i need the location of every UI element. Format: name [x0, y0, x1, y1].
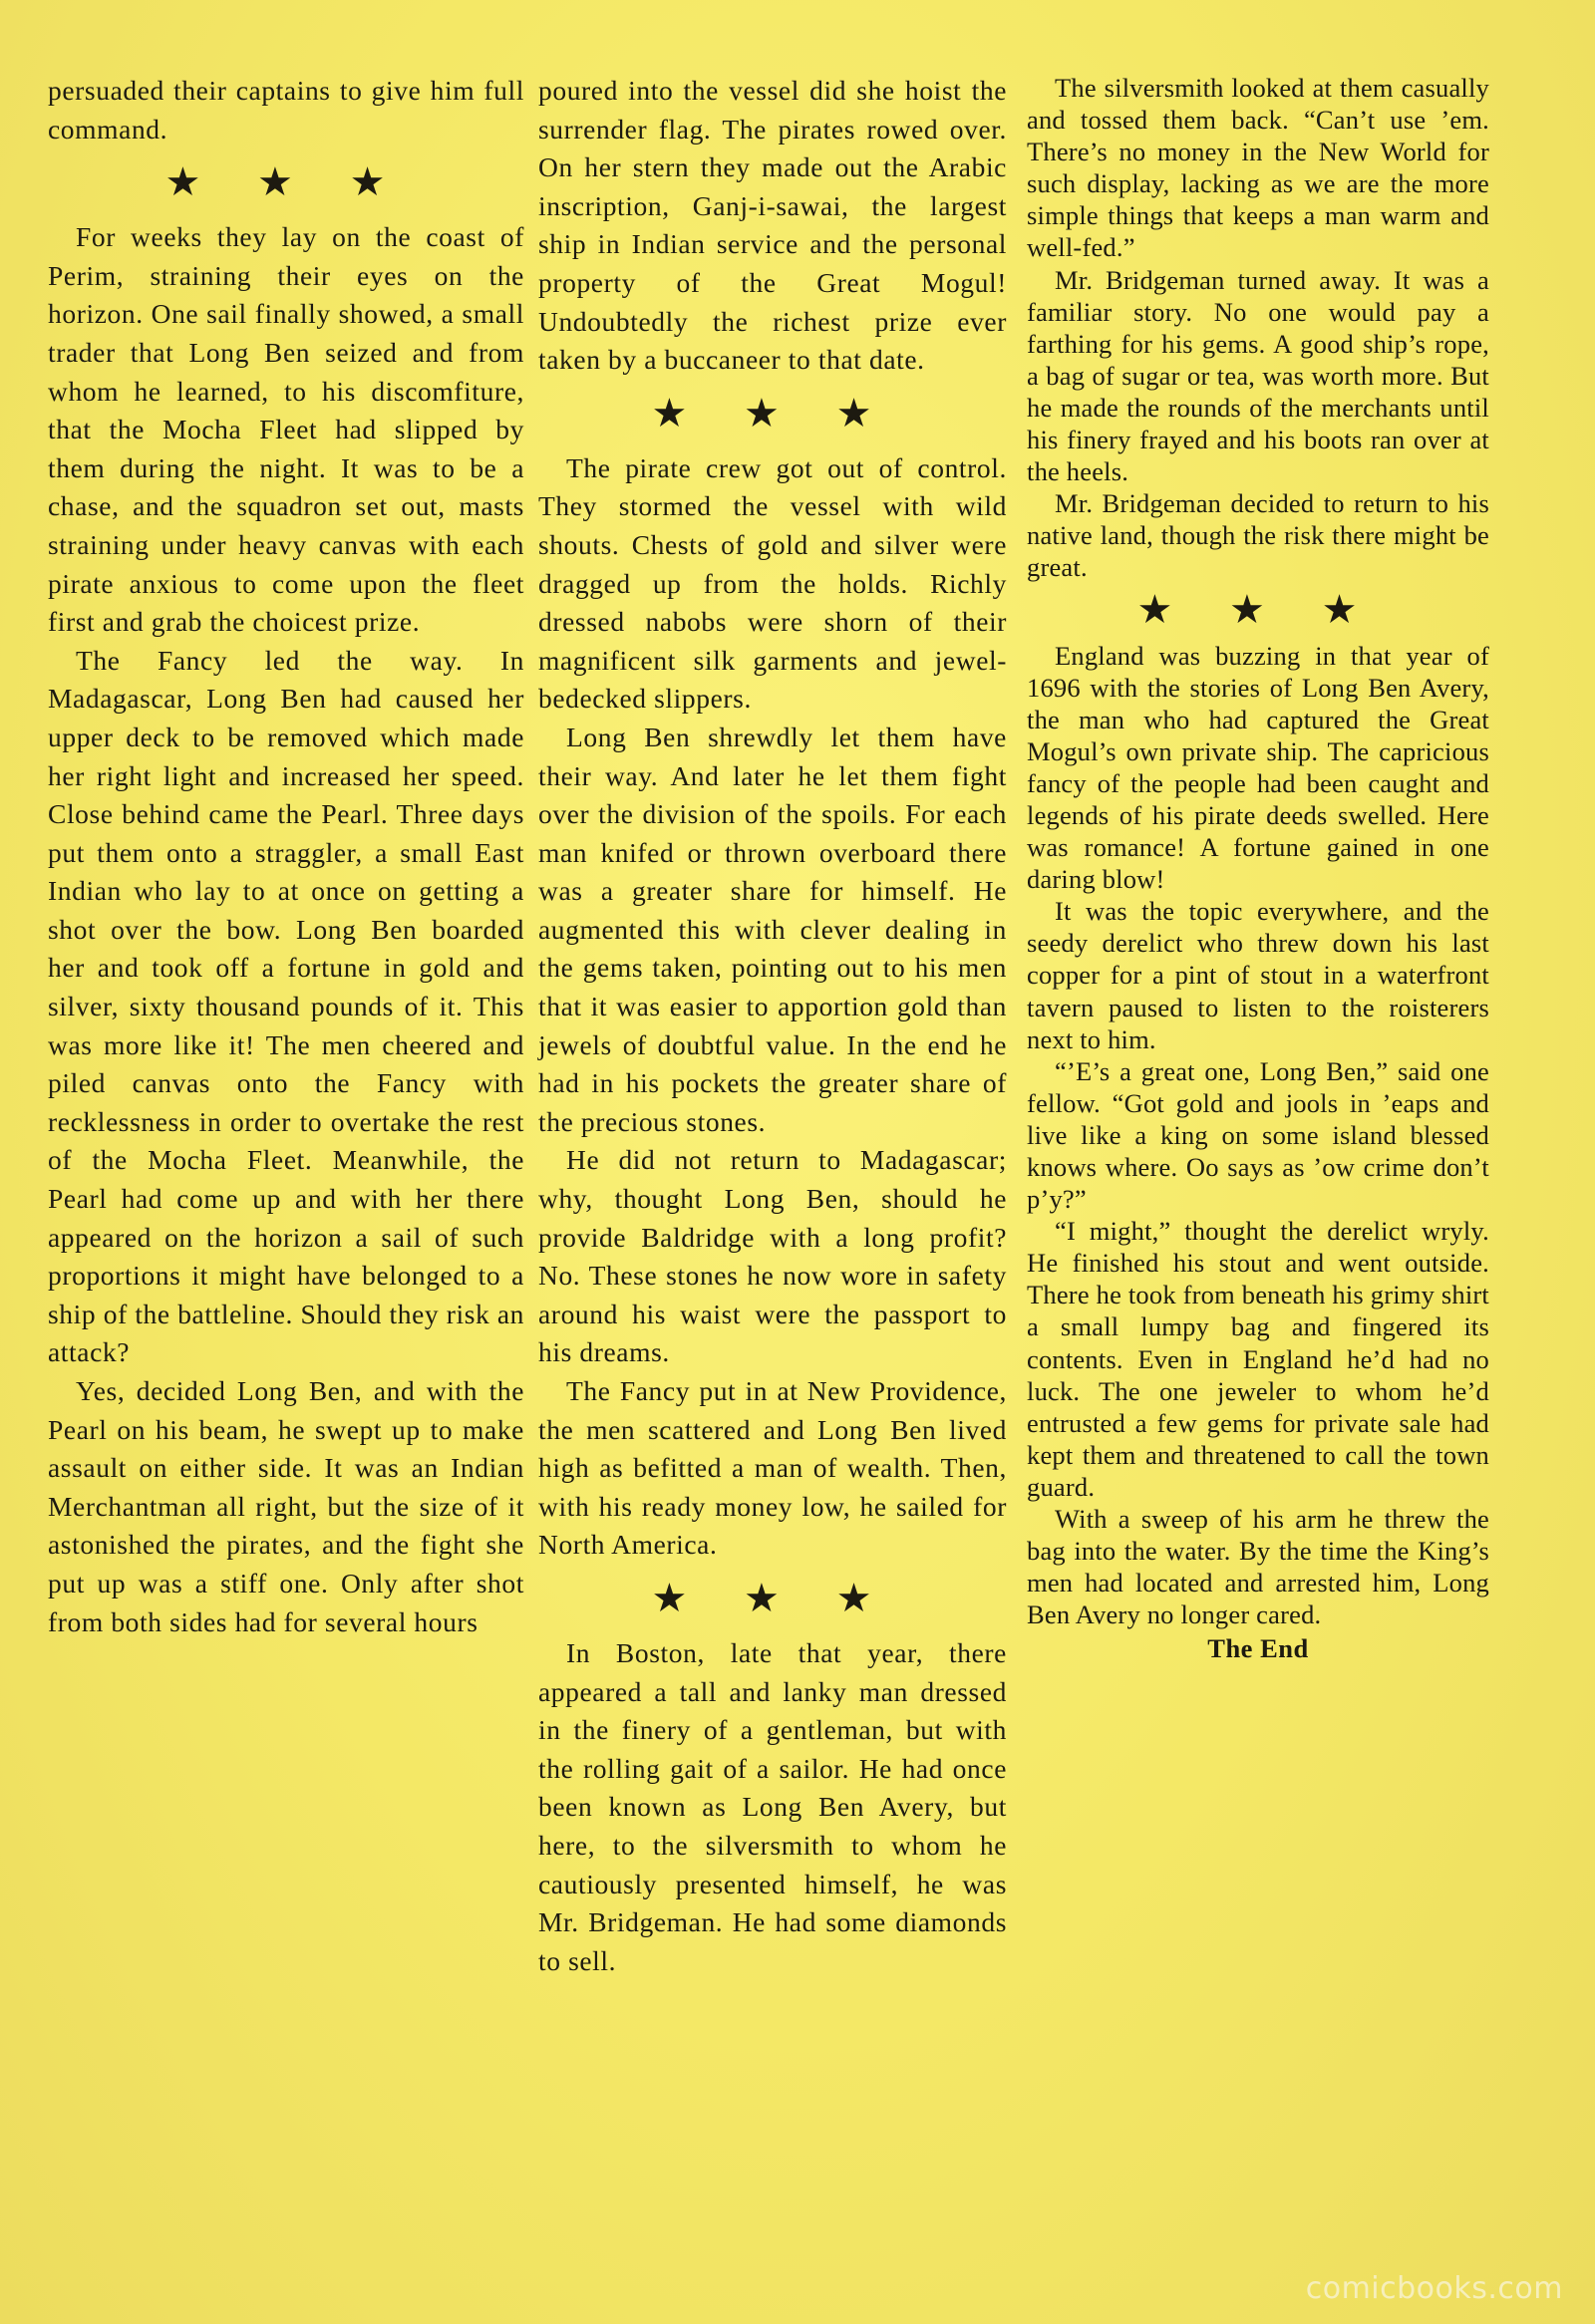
paragraph: “’E’s a great one, Long Ben,” said one fellow. “Got gold and jools in ’eaps and live like a king on some island blessed knows where. Oo says as ’ow crime don’t p’y?” — [1027, 1055, 1489, 1215]
paragraph: He did not return to Madagascar; why, thought Long Ben, should he provide Baldridge with a long profit? No. These stones he now wore in safety around his waist were the passport to his dreams. — [538, 1144, 1007, 1368]
paragraph: The Fancy led the way. In Madagascar, Long Ben had caused her upper deck to be removed which made her right light and increased her speed. Close behind came the Pearl. Three days put them onto a straggler, a small East Indian who lay to at once on getting a shot over the bow. Long Ben boarded her and took off a fortune in gold and silver, sixty thousand pounds of it. This was more like it! The men cheered and piled canvas onto the Fancy with recklessness in order to overtake the rest of the Mocha Fleet. Meanwhile, the Pearl had come up and with her there appeared on the horizon a sail of such proportions it might have belonged to a ship of the battleline. Should they risk an attack? — [48, 644, 524, 1368]
paragraph: Mr. Bridgeman decided to return to his native land, though the risk there might be great. — [1027, 488, 1489, 583]
text-column-3 — [1027, 72, 1489, 1665]
paragraph: For weeks they lay on the coast of Perim, straining their eyes on the horizon. One sail finally showed, a small trader that Long Ben seized and from whom he learned, to his discomfiture, that the Mocha Fleet had slipped by them during the night. It was to be a chase, and the squadron set out, masts straining under heavy canvas with each pirate anxious to come upon the fleet first and grab the choicest prize. — [48, 221, 524, 638]
paragraph: In Boston, late that year, there appeared a tall and lanky man dressed in the finery of a gentleman, but with the rolling gait of a sailor. He had once been known as Long Ben Avery, but here, to the silversmith to whom he cautiously presented himself, he was Mr. Bridgeman. He had some diamonds to sell. — [538, 1636, 1007, 1976]
paragraph: Long Ben shrewdly let them have their way. And later he let them fight over the division of the spoils. For each man knifed or thrown overboard there was a greater share for himself. He augmented this with clever dealing in the gems taken, pointing out to his men that it was easier to apportion gold than jewels of doubtful value. In the end he had in his pockets the greater share of the precious stones. — [538, 721, 1007, 1137]
paragraph: The pirate crew got out of control. They stormed the vessel with wild shouts. Chests of gold and silver were dragged up from the holds. Richly dressed nabobs were shorn of their magnificent silk garments and jewel-bedecked slippers. — [538, 451, 1007, 715]
paragraph: With a sweep of his arm he threw the bag into the water. By the time the King’s men had located and arrested him, Long Ben Avery no longer cared. — [1027, 1504, 1489, 1630]
the-end-label: The End — [1207, 1633, 1309, 1664]
section-break-stars: ★ ★ ★ — [1136, 586, 1380, 633]
paragraph: persuaded their captains to give him full command. — [48, 75, 524, 145]
paragraph: poured into the vessel did she hoist the surrender flag. The pirates rowed over. On her stern they made out the Arabic inscription, Ganj-i-sawai, the largest ship in Indian service and the personal property of the Great Mogul! Undoubtedly the richest prize ever taken by a buccaneer to that date. — [538, 75, 1007, 376]
paragraph: The Fancy put in at New Providence, the men scattered and Long Ben lived high as befitted a man of wealth. Then, with his ready money low, he sailed for North America. — [538, 1375, 1007, 1561]
text-column-1 — [48, 72, 524, 1641]
section-break-stars: ★ ★ ★ — [651, 390, 894, 436]
site-watermark: comicbooks.com — [1305, 2271, 1563, 2306]
section-break-stars: ★ ★ ★ — [164, 159, 408, 206]
paragraph: “I might,” thought the derelict wryly. He finished his stout and went outside. There he took from beneath his grimy shirt a small lumpy bag and fingered its contents. Even in England he’d had no luck. The one jeweler to whom he’d entrusted a few gems for private sale had kept them and threatened to call the town guard. — [1027, 1216, 1489, 1502]
paragraph: Mr. Bridgeman turned away. It was a familiar story. No one would pay a farthing for his gems. A good ship’s rope, a bag of sugar or tea, was worth more. But he made the rounds of the merchants until his finery frayed and his boots ran over at the heels. — [1027, 264, 1489, 487]
paragraph: England was buzzing in that year of 1696 with the stories of Long Ben Avery, the man who had captured the Great Mogul’s own private ship. The capricious fancy of the people had been caught and legends of his pirate deeds swelled. Here was romance! A fortune gained in one daring blow! — [1027, 640, 1489, 895]
paragraph: Yes, decided Long Ben, and with the Pearl on his beam, he swept up to make assault on either side. It was an Indian Merchantman all right, but the size of it astonished the pirates, and the fight she put up was a stiff one. Only after shot from both sides had for several hours — [48, 1375, 524, 1637]
paragraph: The silversmith looked at them casually and tossed them back. “Can’t use ’em. There’s no money in the New World for such display, lacking as we are the more simple things that keeps a man warm and well-fed.” — [1027, 73, 1489, 263]
section-break-stars: ★ ★ ★ — [651, 1575, 894, 1621]
text-column-2 — [538, 72, 1007, 1980]
paragraph: It was the topic everywhere, and the seedy derelict who threw down his last copper for a pint of stout in a waterfront tavern paused to listen to the roisterers next to him. — [1027, 896, 1489, 1054]
